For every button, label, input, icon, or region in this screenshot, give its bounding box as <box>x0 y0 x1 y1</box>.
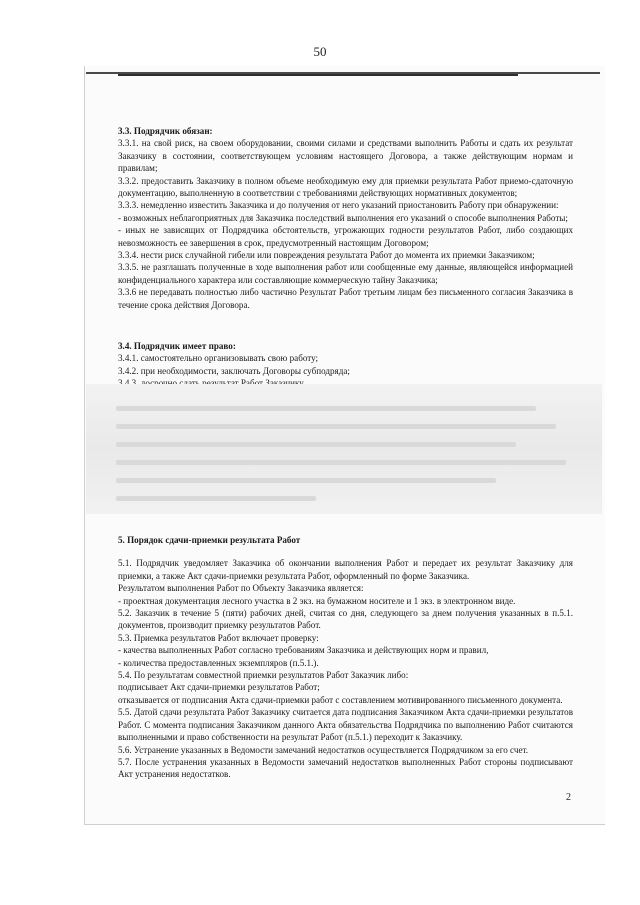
bleed-line <box>116 424 556 429</box>
bleed-line <box>116 478 496 483</box>
page-number-bottom: 2 <box>566 792 571 803</box>
clause-3-4-1: 3.4.1. самостоятельно организовывать свою работу; <box>118 353 319 364</box>
bleed-line <box>116 460 566 465</box>
clause-5-7: 5.7. После устранения указанных в Ведомости замечаний недостатков выполненных Работ стороны подписывают Акт устранения недостатков. <box>118 756 573 780</box>
clause-5-4: 5.4. По результатам совместной приемки результатов Работ Заказчик либо: <box>118 670 409 681</box>
clause-3-3-4: 3.3.4. нести риск случайной гибели или повреждения результата Работ до момента их приемки Заказчиком; <box>118 250 535 261</box>
clause-3-3-2: 3.3.2. предоставить Заказчику в полном объеме необходимую ему для приемки результата Работ приемо-сдаточную документацию, выполненную в соответствии с требованиями действующих нормативных документов; <box>118 175 573 199</box>
section-3-4-heading: 3.4. Подрядчик имеет право: <box>118 341 236 351</box>
section-3-3-heading: 3.3. Подрядчик обязан: <box>118 126 213 136</box>
clause-5-3-bullet-2: - количества предоставленных экземпляров (п.5.1.). <box>118 657 319 668</box>
section-3-3 <box>118 125 573 311</box>
clause-3-3-6: 3.3.6 не передавать полностью либо частично Результат Работ третьим лицам без письменного согласия Заказчика в течение срока действия Договора. <box>118 287 573 310</box>
clause-3-3-1: 3.3.1. на свой риск, на своем оборудовании, своими силами и средствами выполнить Работы и сдать их результат Заказчику в состоянии, соответствующем условиям настоящего Договора, а также действующим нормам и правилам; <box>118 138 573 174</box>
clause-5-6: 5.6. Устранение указанных в Ведомости замечаний недостатков осуществляется Подрядчиком за его счет. <box>118 744 529 755</box>
bleed-line <box>116 442 516 447</box>
clause-5-4-option-1: подписывает Акт сдачи-приемки результатов Работ; <box>118 682 320 693</box>
clause-5-5: 5.5. Датой сдачи результата Работ Заказчику считается дата подписания Заказчиком Акта сдачи-приемки результатов Работ. С момента подписания Заказчиком данного Акта обязательства Подрядчика по выполнению Работ считаются выполненными и право собственности на результат Работ (п.5.1.) переходит к Заказчику. <box>118 707 573 743</box>
clause-3-3-3-bullet-1: - возможных неблагоприятных для Заказчика последствий выполнения его указаний о способе выполнения Работы; <box>118 212 568 223</box>
clause-5-3: 5.3. Приемка результатов Работ включает проверку: <box>118 632 319 643</box>
clause-5-4-option-2: отказывается от подписания Акта сдачи-приемки работ с составлением мотивированного письменного документа. <box>118 694 563 705</box>
bleed-line <box>116 496 316 501</box>
clause-5-1: 5.1. Подрядчик уведомляет Заказчика об окончании выполнения Работ и передает их результат Заказчику для приемки, а также Акт сдачи-приемки результата Работ, оформленный по форме Заказчика. <box>118 558 573 581</box>
clause-3-4-2: 3.4.2. при необходимости, заключать Договоры субподряда; <box>118 365 350 376</box>
section-5 <box>118 534 573 781</box>
clause-5-2: 5.2. Заказчик в течение 5 (пяти) рабочих дней, считая со дня, следующего за днем получения указанных в п.5.1. документов, производит приемку результатов Работ. <box>118 608 573 631</box>
result-item: - проектная документация лесного участка в 2 экз. на бумажном носителе и 1 экз. в электронном виде. <box>118 595 516 606</box>
page-number-top: 50 <box>313 44 327 59</box>
result-intro: Результатом выполнения Работ по Объекту Заказчика является: <box>118 583 364 594</box>
section-3-4 <box>118 340 573 390</box>
clause-3-3-3-bullet-2: - иных не зависящих от Подрядчика обстоятельств, угрожающих годности результатов Работ, либо создающих невозможность ее завершения в срок, предусмотренный настоящим Договором; <box>118 225 573 248</box>
section-5-heading: 5. Порядок сдачи-приемки результата Работ <box>118 535 301 545</box>
top-rule-thick <box>118 74 518 76</box>
clause-5-3-bullet-1: - качества выполненных Работ согласно требованиям Заказчика и действующих норм и правил, <box>118 645 489 656</box>
clause-3-3-3: 3.3.3. немедленно известить Заказчика и до получения от него указаний приостановить Работу при обнаружении: <box>118 200 559 211</box>
bleed-line <box>116 406 536 411</box>
bleed-through-area <box>86 384 602 514</box>
clause-3-3-5: 3.3.5. не разглашать полученные в ходе выполнения работ или сообщенные ему данные, являющейся информацией конфиденциального характера или составляющие коммерческую тайну Заказчика; <box>118 262 573 285</box>
